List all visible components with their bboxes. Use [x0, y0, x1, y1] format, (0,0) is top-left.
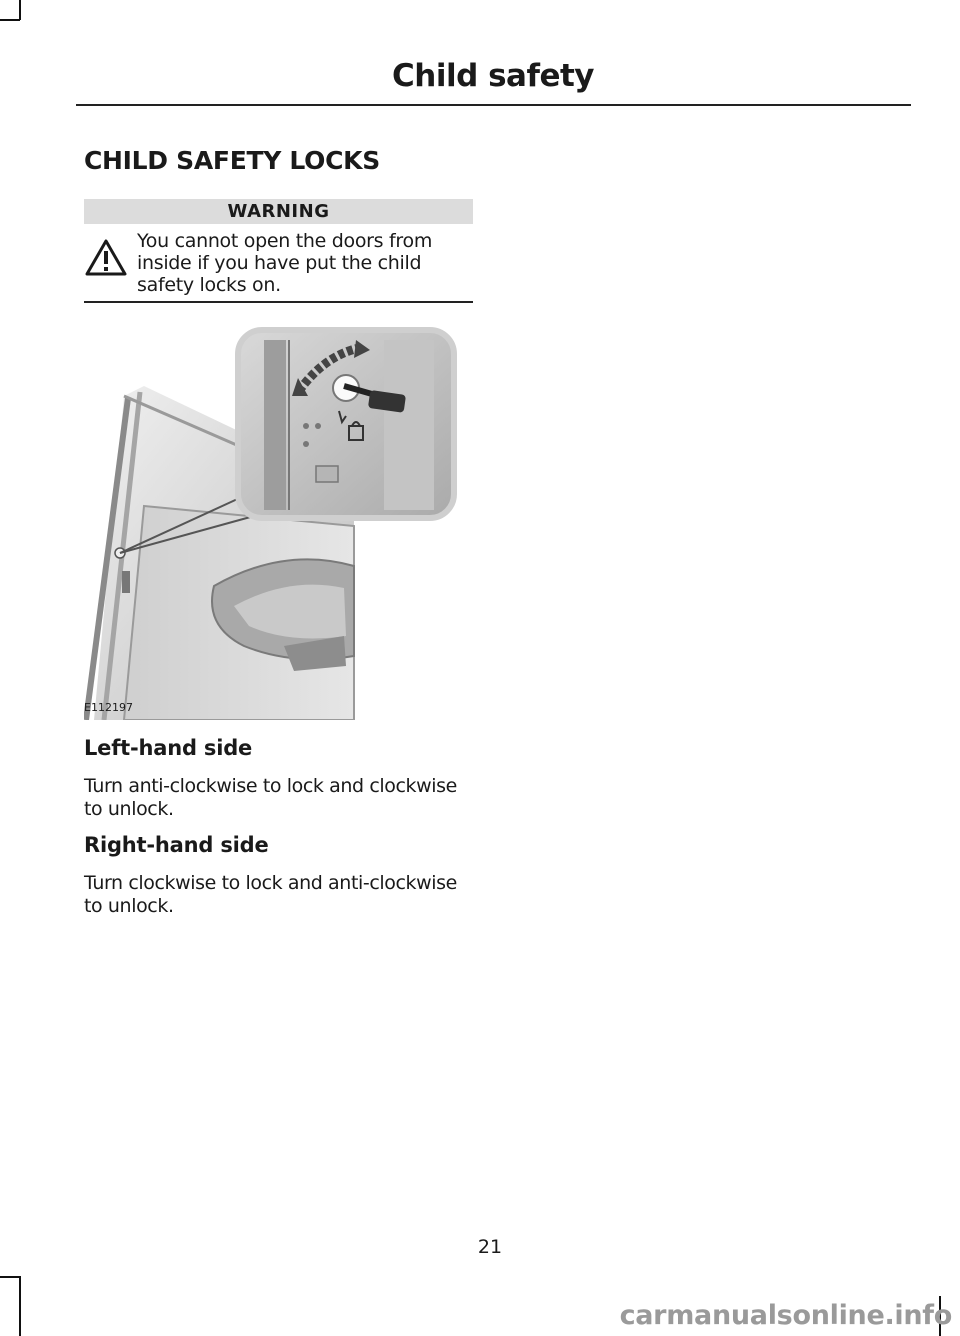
warning-triangle-icon: [84, 238, 128, 278]
warning-divider: [84, 301, 473, 303]
crop-mark: [19, 1276, 21, 1336]
warning-text: You cannot open the doors from inside if you have put the child safety locks on.: [137, 230, 433, 296]
door-child-lock-illustration: [84, 326, 464, 720]
page-number: 21: [477, 1236, 503, 1258]
crop-mark: [0, 1276, 20, 1278]
left-hand-text: Turn anti-clockwise to lock and clockwise to unlock.: [84, 775, 457, 820]
crop-mark: [19, 0, 21, 20]
right-hand-text: Turn clockwise to lock and anti-clockwise to unlock.: [84, 872, 457, 917]
figure-id: E112197: [84, 701, 133, 714]
crop-mark: [0, 19, 20, 21]
right-hand-heading: Right-hand side: [84, 833, 269, 857]
section-title: CHILD SAFETY LOCKS: [84, 146, 380, 175]
left-hand-heading: Left-hand side: [84, 736, 253, 760]
warning-label: WARNING: [84, 199, 473, 224]
header-divider: [76, 104, 911, 106]
page-header-title: Child safety: [392, 58, 594, 94]
watermark: carmanualsonline.info: [619, 1300, 952, 1331]
